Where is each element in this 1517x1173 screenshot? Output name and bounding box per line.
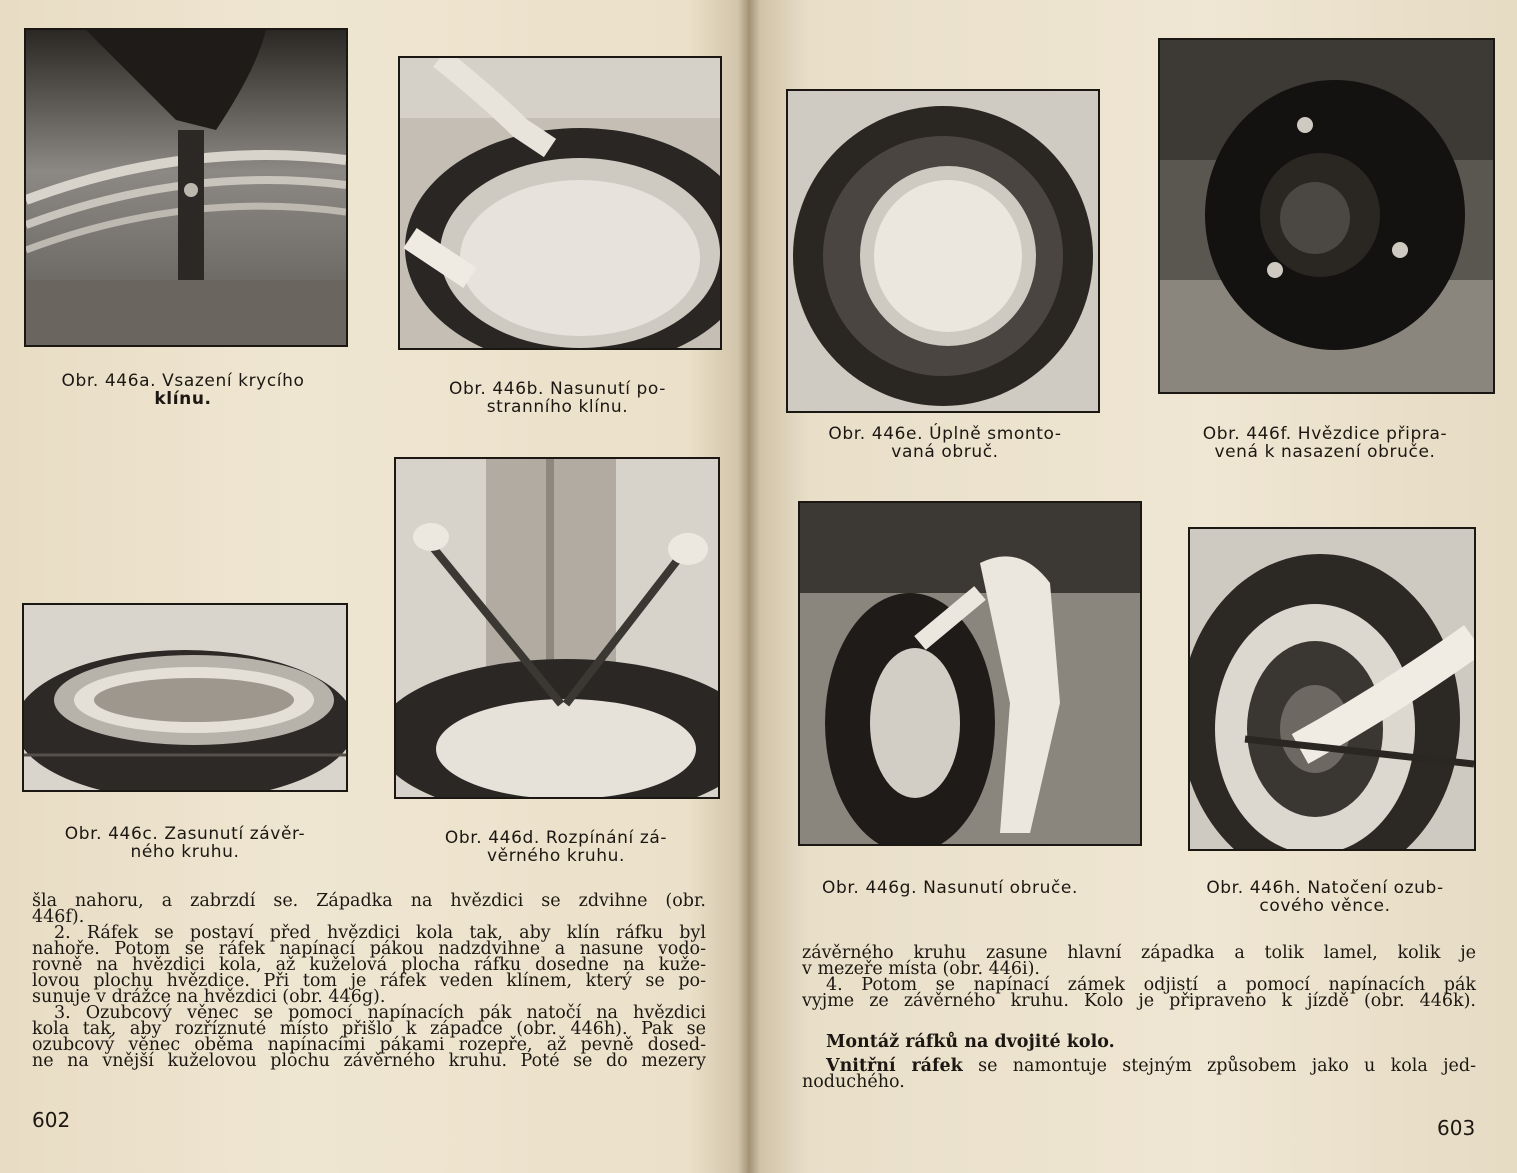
text-line: šla nahoru, a zabrzdí se. Západka na hvězdici se zdvihne (obr. <box>32 891 706 911</box>
figure-446c-caption <box>30 825 340 861</box>
page-number-left: 602 <box>32 1108 71 1132</box>
heading-text: Montáž ráfků na dvojité kolo. <box>826 1032 1115 1052</box>
caption-line: Obr. 446c. Zasunutí závěr- <box>64 824 306 844</box>
caption-line: Obr. 446b. Nasunutí po- <box>448 379 666 399</box>
text-line: rovně na hvězdici kola, až kuželová plocha ráfku dosedne na kuže- <box>32 955 706 975</box>
caption-line: Obr. 446f. Hvězdice připra- <box>1202 424 1448 444</box>
text-line: 2. Ráfek se postaví před hvězdici kola tak, aby klín ráfku byl <box>54 923 706 943</box>
right-page-paragraph <box>802 1058 1476 1090</box>
figure-446a-caption <box>28 372 338 408</box>
figure-446c-photo <box>22 603 348 792</box>
section-heading <box>826 1034 1226 1050</box>
figure-446g-photo <box>798 501 1142 846</box>
figure-446d-photo <box>394 457 720 799</box>
figure-446d-caption <box>400 829 712 865</box>
figure-446e-photo <box>786 89 1100 413</box>
caption-line: věrného kruhu. <box>487 846 625 866</box>
figure-446a-photo <box>24 28 348 347</box>
figure-446h-caption <box>1175 879 1475 915</box>
text-line: vyjme ze závěrného kruhu. Kolo je připraveno k jízdě (obr. 446k). <box>802 991 1476 1011</box>
caption-line: cového věnce. <box>1259 896 1391 916</box>
figure-446h-photo <box>1188 527 1476 851</box>
text-line: 3. Ozubcový věnec se pomocí napínacích pák natočí na hvězdici <box>54 1003 706 1023</box>
text-line: v mezeře místa (obr. 446i). <box>802 959 1040 979</box>
figure-446f-photo <box>1158 38 1495 394</box>
caption-line: vaná obruč. <box>891 442 999 462</box>
text-line: 446f). <box>32 907 85 927</box>
left-page-body-text <box>32 893 706 1069</box>
text-line: závěrného kruhu zasune hlavní západka a tolik lamel, kolik je <box>802 943 1476 963</box>
caption-line: stranního klínu. <box>486 397 629 417</box>
text-line: ne na vnější kuželovou plochu závěrného kruhu. Poté se do mezery <box>32 1051 706 1071</box>
caption-line: Obr. 446g. Nasunutí obruče. <box>822 878 1078 898</box>
text-line: sunuje v drážce na hvězdici (obr. 446g). <box>32 987 386 1007</box>
figure-446f-caption <box>1170 425 1480 461</box>
text-line: ozubcový věnec oběma napínacími pákami rozepře, až pevně dosed- <box>32 1035 706 1055</box>
caption-line: Obr. 446h. Natočení ozub- <box>1206 878 1444 898</box>
text-line: kola tak, aby rozříznuté místo přišlo k západce (obr. 446h). Pak se <box>32 1019 706 1039</box>
caption-line: ného kruhu. <box>130 842 240 862</box>
caption-line: Obr. 446a. Vsazení krycího <box>61 371 305 391</box>
figure-446b-photo <box>398 56 722 350</box>
caption-line: klínu. <box>154 389 212 409</box>
caption-line: vená k nasazení obruče. <box>1214 442 1436 462</box>
figure-446g-caption <box>800 879 1100 897</box>
caption-line: Obr. 446e. Úplně smonto- <box>828 424 1062 444</box>
page-number-right: 603 <box>1437 1116 1476 1140</box>
book-gutter <box>738 0 760 1173</box>
text-line: 4. Potom se napínací zámek odjistí a pomocí napínacích pák <box>826 975 1476 995</box>
text-line: lovou plochu hvězdice. Při tom je ráfek veden klínem, který se po- <box>32 971 706 991</box>
text-line: nahoře. Potom se ráfek napínací pákou nadzdvihne a nasune vodo- <box>32 939 706 959</box>
bold-term: Vnitřní ráfek <box>826 1056 963 1076</box>
text-span: se namontuje stejným způsobem jako u kola jed- <box>962 1056 1476 1076</box>
figure-446b-caption <box>400 380 715 416</box>
right-page-body-text <box>802 945 1476 1009</box>
caption-line: Obr. 446d. Rozpínání zá- <box>444 828 668 848</box>
figure-446e-caption <box>790 425 1100 461</box>
text-line: noduchého. <box>802 1072 905 1092</box>
